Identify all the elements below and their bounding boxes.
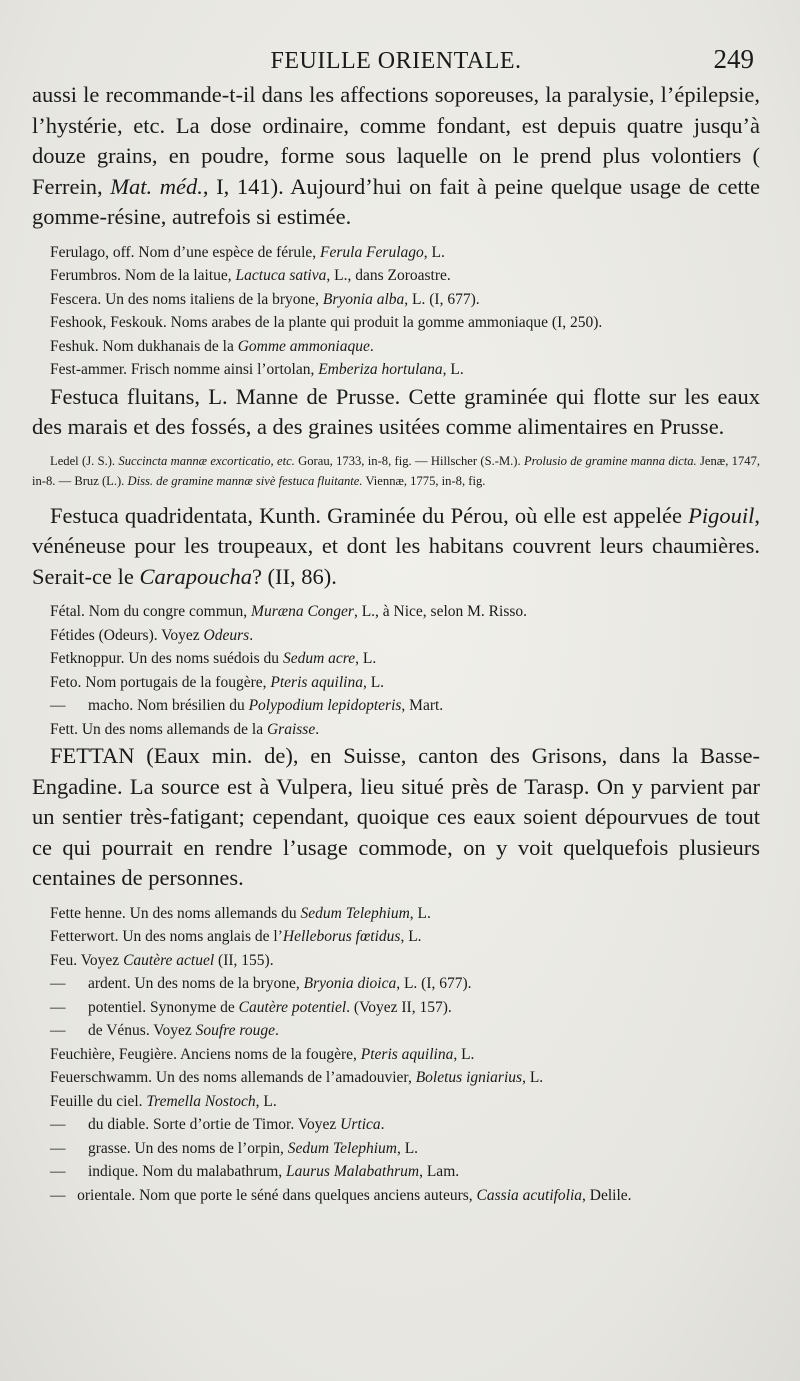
entry-fetknoppur: Fetknoppur. Un des noms suédois du Sedum acre, L. bbox=[50, 650, 377, 667]
entry-feshook: Feshook, Feskouk. Noms arabes de la plante qui produit la gomme ammoniaque (I, 250). bbox=[50, 314, 603, 331]
entry-feu: Feu. Voyez Cautère actuel (II, 155). bbox=[50, 951, 274, 969]
entry-fetterwort: Fetterwort. Un des noms anglais de l’Helleborus fœtidus, L. bbox=[50, 928, 422, 945]
entry-feuchiere: Feuchière, Feugière. Anciens noms de la fougère, Pteris aquilina, L. bbox=[50, 1045, 475, 1063]
page-header bbox=[32, 44, 760, 80]
entry-festuca-fluitans: Festuca fluitans, L. Manne de Prusse. Cette graminée qui flotte sur les eaux des marais et des fossés, a des graines usitées comme alimentaires en Prusse. bbox=[32, 383, 760, 439]
bibliography-festuca: Ledel (J. S.). Succincta mannæ excorticatio, etc. Gorau, 1733, in-8, fig. — Hillscher (S.-M.). Prolusio de gramine manna dicta. Jenæ, 1747, in-8. — Bruz (L.). Diss. de gramine mannæ sivè festuca fluitante. Viennæ, 1775, in-8, fig. bbox=[32, 453, 761, 488]
entry-feu-de-venus: — de Vénus. Voyez Soufre rouge. bbox=[50, 1022, 279, 1039]
entry-fest-ammer: Fest-ammer. Frisch nomme ainsi l’ortolan, Emberiza hortulana, L. bbox=[50, 361, 464, 378]
entry-feuille-du-diable: — du diable. Sorte d’ortie de Timor. Voyez Urtica. bbox=[50, 1116, 385, 1133]
entry-ferulago: Ferulago, off. Nom d’une espèce de férule, Ferula Ferulago, L. bbox=[50, 243, 445, 261]
entry-feuille-du-ciel: Feuille du ciel. Tremella Nostoch, L. bbox=[50, 1092, 277, 1110]
entry-fettan: FETTAN (Eaux min. de), en Suisse, canton des Grisons, dans la Basse-Engadine. La source est à Vulpera, lieu situé près de Tarasp. On y parvient par un sentier très-fatigant; cependant, quoique ces eaux soient dépourvues de tout ce qui pourrait en rendre l’usage commode, on y voit quelquefois plusieurs centaines de personnes. bbox=[32, 743, 760, 890]
entry-feto: Feto. Nom portugais de la fougère, Pteris aquilina, L. bbox=[50, 673, 385, 691]
running-title: FEUILLE ORIENTALE. bbox=[270, 48, 522, 74]
page-number: 249 bbox=[713, 44, 754, 74]
entry-ferumbros: Ferumbros. Nom de la laitue, Lactuca sativa, L., dans Zoroastre. bbox=[50, 267, 451, 284]
entry-fescera: Fescera. Un des noms italiens de la bryone, Bryonia alba, L. (I, 677). bbox=[50, 290, 480, 308]
paragraph-continuation: aussi le recommande-t-il dans les affections soporeuses, la paralysie, l’épilepsie, l’hystérie, etc. La dose ordinaire, comme fondant, est depuis quatre jusqu’à douze grains, en poudre, forme sous laquelle on le prend plus volontiers ( Ferrein, Mat. méd., I, 141). Aujourd’hui on fait à peine quelque usage de cette gomme-résine, autrefois si estimée. bbox=[32, 82, 760, 229]
entry-feuerschwamm: Feuerschwamm. Un des noms allemands de l’amadouvier, Boletus igniarius, L. bbox=[50, 1069, 544, 1086]
entry-fetides: Fétides (Odeurs). Voyez Odeurs. bbox=[50, 626, 254, 644]
entry-feshuk: Feshuk. Nom dukhanais de la Gomme ammoniaque. bbox=[50, 337, 374, 355]
entry-feto-macho: — macho. Nom brésilien du Polypodium lepidopteris, Mart. bbox=[50, 697, 444, 714]
entry-fette-henne: Fette henne. Un des noms allemands du Sedum Telephium, L. bbox=[50, 904, 431, 922]
entry-festuca-quadridentata: Festuca quadridentata, Kunth. Graminée du Pérou, où elle est appelée Pigouil, vénéneuse pour les troupeaux, et dont les habitans couvrent leurs chaumières. Serait-ce le Carapoucha? (II, 86). bbox=[32, 502, 760, 589]
entry-feu-potentiel: — potentiel. Synonyme de Cautère potentiel. (Voyez II, 157). bbox=[50, 998, 452, 1016]
entry-feuille-indique: — indique. Nom du malabathrum, Laurus Malabathrum, Lam. bbox=[50, 1163, 460, 1180]
entry-feu-ardent: — ardent. Un des noms de la bryone, Bryonia dioica, L. (I, 677). bbox=[50, 975, 472, 992]
entry-fett: Fett. Un des noms allemands de la Graisse. bbox=[50, 720, 320, 738]
entry-fetal: Fétal. Nom du congre commun, Muræna Conger, L., à Nice, selon M. Risso. bbox=[50, 603, 528, 620]
entry-feuille-grasse: — grasse. Un des noms de l’orpin, Sedum Telephium, L. bbox=[50, 1139, 419, 1157]
entry-feuille-orientale: — orientale. Nom que porte le séné dans quelques anciens auteurs, Cassia acutifolia, Delile. bbox=[50, 1186, 632, 1204]
